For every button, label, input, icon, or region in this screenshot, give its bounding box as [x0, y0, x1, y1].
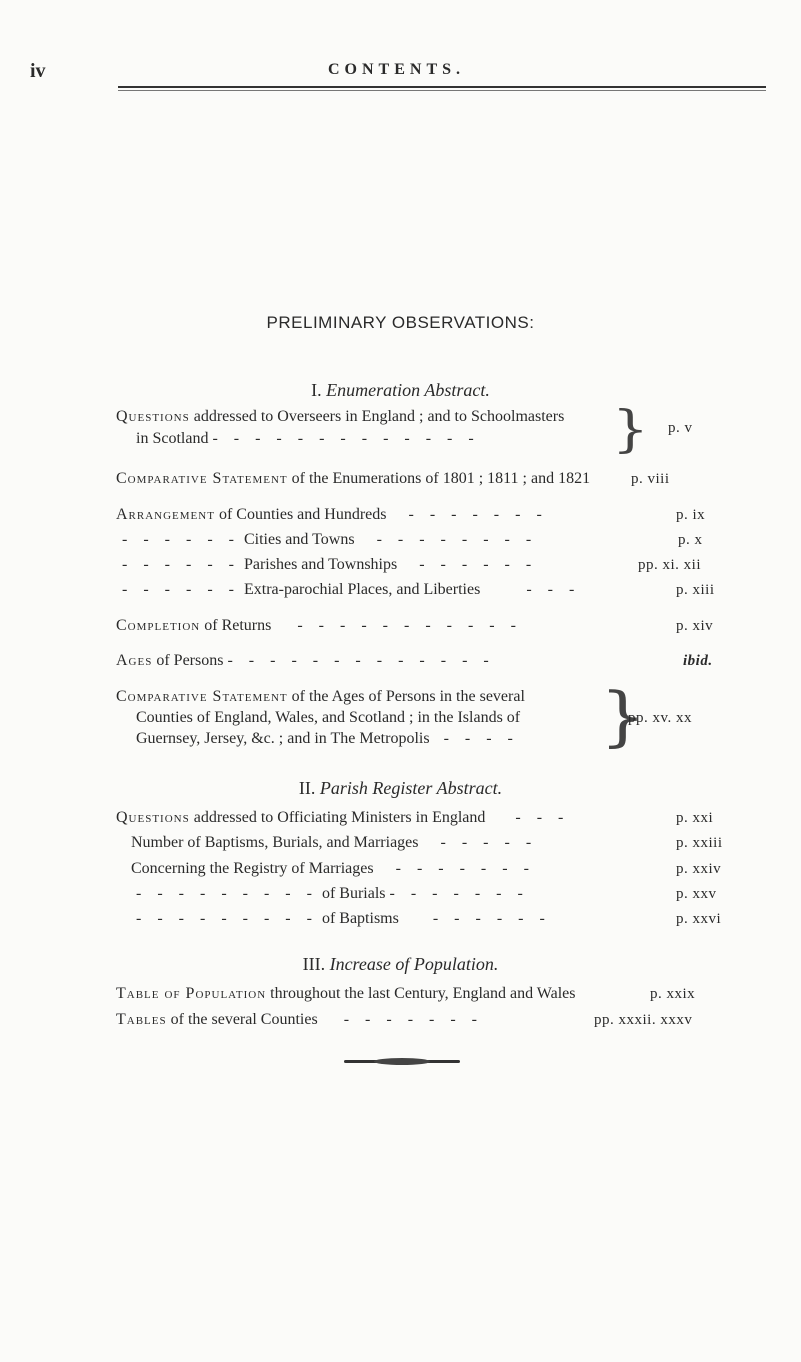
toc-entry-cities: - - - - - - Cities and Towns - - - - - - - - — [122, 531, 538, 548]
toc-entry-questions-ministers: Questions addressed to Officiating Ministers in England - - - — [116, 809, 570, 826]
toc-entry-comparative-ages-cont: Counties of England, Wales, and Scotland ; in the Islands of — [136, 709, 521, 726]
section-title: Enumeration Abstract. — [326, 380, 490, 400]
toc-entry-comparative-enumerations: Comparative Statement of the Enumerations of 1801 ; 1811 ; and 1821 — [116, 470, 591, 487]
page-ref: ibid. — [683, 653, 713, 669]
page-ref: p. xxiii — [676, 835, 723, 851]
page-ref: pp. xv. xx — [628, 710, 693, 726]
page-number: iv — [30, 60, 46, 82]
page-ref: p. xiv — [676, 618, 714, 634]
toc-entry-baptisms: - - - - - - - - - of Baptisms - - - - - - — [136, 910, 551, 927]
toc-entry-tables-counties: Tables of the several Counties - - - - - - - — [116, 1011, 483, 1028]
brace-icon: } — [600, 678, 646, 754]
page-ref: p. viii — [631, 471, 670, 487]
page-ref: p. xxvi — [676, 911, 722, 927]
toc-entry-table-population: Table of Population throughout the last Century, England and Wales — [116, 985, 576, 1002]
header-rule — [118, 86, 766, 88]
section-title: Increase of Population. — [329, 954, 499, 974]
page-ref: pp. xxxii. xxxv — [594, 1012, 693, 1028]
brace-icon: } — [612, 400, 649, 458]
section-numeral: II. — [298, 778, 316, 798]
section-heading-3 — [0, 954, 801, 975]
running-title: CONTENTS. — [328, 61, 466, 78]
toc-entry-comparative-ages-cont2: Guernsey, Jersey, &c. ; and in The Metropolis - - - - — [136, 730, 519, 747]
section-heading-2 — [0, 778, 801, 799]
toc-entry-questions-overseers: Questions addressed to Overseers in England ; and to Schoolmasters — [116, 408, 565, 425]
page-ref: p. xxi — [676, 810, 714, 826]
section-title: Parish Register Abstract. — [319, 778, 503, 798]
page-ref: p. xxix — [650, 986, 696, 1002]
toc-entry-ages: Ages of Persons - - - - - - - - - - - - - — [116, 652, 495, 669]
toc-entry-comparative-ages: Comparative Statement of the Ages of Persons in the several — [116, 688, 525, 705]
page-ref: p. ix — [676, 507, 706, 523]
toc-entry-concerning: Concerning the Registry of Marriages - - - - - - - — [131, 860, 535, 877]
page-title: PRELIMINARY OBSERVATIONS: — [266, 313, 535, 332]
toc-entry-questions-overseers-cont: in Scotland - - - - - - - - - - - - - — [136, 430, 480, 447]
ornamental-rule-center — [374, 1058, 430, 1065]
page-ref: p. x — [678, 532, 703, 548]
toc-entry-burials: - - - - - - - - - of Burials - - - - - - - — [136, 885, 529, 902]
page-ref: p. xxiv — [676, 861, 722, 877]
section-numeral: III. — [302, 954, 326, 974]
toc-entry-arrangement: Arrangement of Counties and Hundreds - - - - - - - — [116, 506, 548, 523]
page-ref: p. xiii — [676, 582, 715, 598]
toc-entry-extra-parochial: - - - - - - Extra-parochial Places, and Liberties - - - — [122, 581, 581, 598]
section-heading-1 — [0, 380, 801, 401]
toc-entry-completion: Completion of Returns - - - - - - - - - - - — [116, 617, 522, 634]
header-rule-thin — [118, 90, 766, 91]
page-ref: p. v — [668, 420, 693, 436]
toc-entry-number-baptisms: Number of Baptisms, Burials, and Marriages - - - - - — [131, 834, 538, 851]
page-ref: p. xxv — [676, 886, 717, 902]
page-ref: pp. xi. xii — [638, 557, 702, 573]
section-numeral: I. — [311, 380, 322, 400]
toc-entry-parishes: - - - - - - Parishes and Townships - - - - - - — [122, 556, 538, 573]
